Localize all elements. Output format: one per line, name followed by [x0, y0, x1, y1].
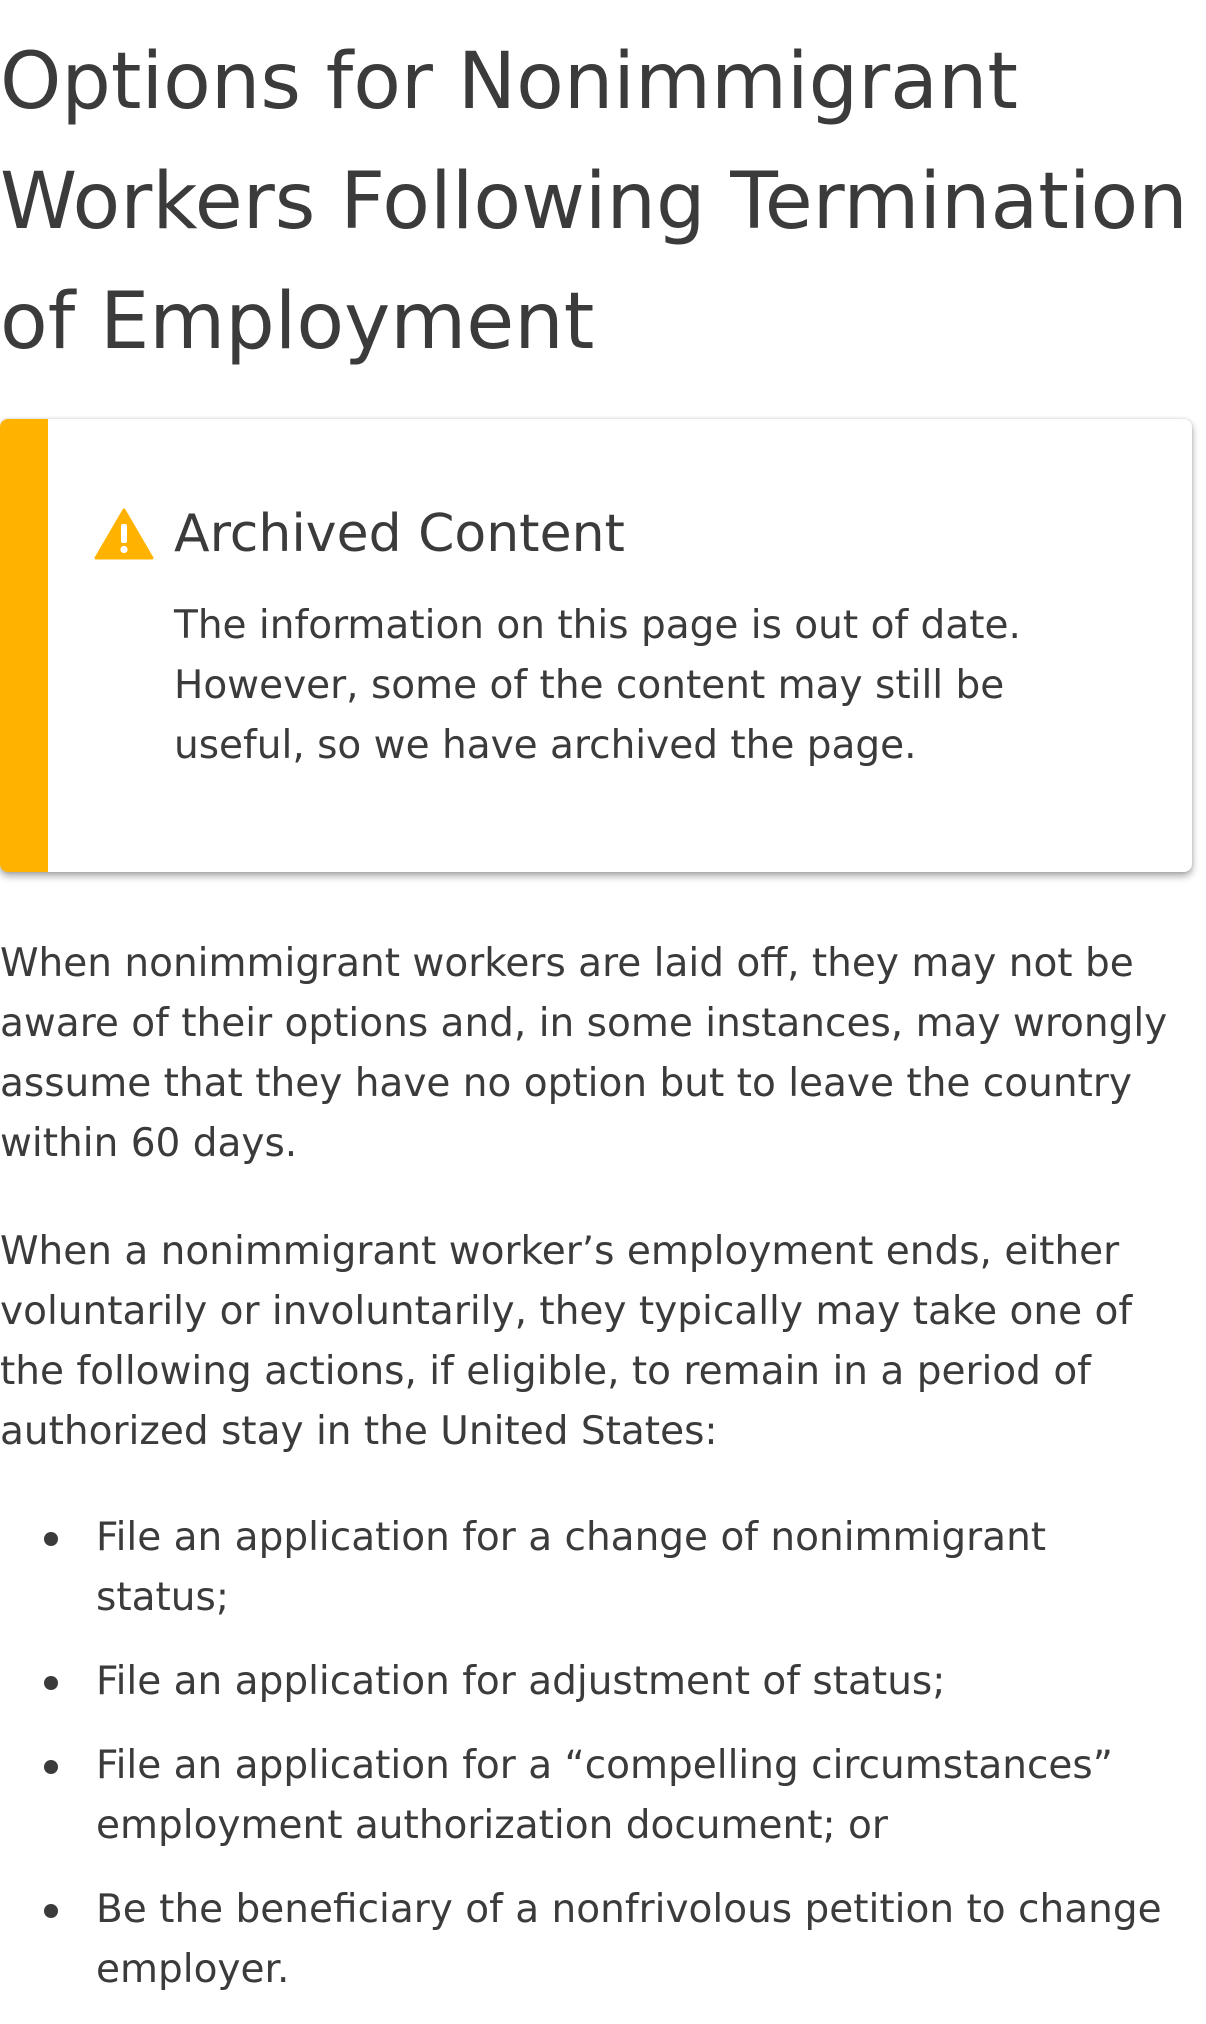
- list-item: [0, 1508, 1190, 1628]
- list-item: [0, 1736, 1190, 1856]
- bullet-icon: [44, 1532, 58, 1546]
- bullet-icon: [44, 1904, 58, 1918]
- actions-list: [0, 1508, 1190, 2024]
- alert-body: The information on this page is out of date. However, some of the content may still be useful, so we have archived the page.: [174, 603, 1021, 768]
- intro-paragraph: When nonimmigrant workers are laid off, they may not be aware of their options and, in some instances, may wrongly assume that they have no option but to leave the country within 60 days.: [0, 941, 1168, 1166]
- alert-accent-bar: [0, 419, 48, 872]
- list-item: [0, 1652, 1190, 1712]
- list-item-text: File an application for a change of nonimmigrant status;: [96, 1515, 1047, 1620]
- options-paragraph: When a nonimmigrant worker’s employment ends, either voluntarily or involuntarily, they typically may take one of the following actions, if eligible, to remain in a period of authorized stay in the United States:: [0, 1229, 1133, 1454]
- bullet-icon: [44, 1676, 58, 1690]
- list-item-text: Be the beneficiary of a nonfrivolous petition to change employer.: [96, 1887, 1162, 1992]
- warning-triangle-icon: [94, 508, 154, 560]
- alert-heading: Archived Content: [174, 504, 625, 564]
- list-item-text: File an application for adjustment of status;: [96, 1659, 946, 1704]
- list-item-text: File an application for a “compelling circumstances” employment authorization document; or: [96, 1743, 1113, 1848]
- bullet-icon: [44, 1760, 58, 1774]
- list-item: [0, 1880, 1190, 2000]
- page-title: Options for Nonimmigrant Workers Following Termination of Employment: [0, 37, 1188, 367]
